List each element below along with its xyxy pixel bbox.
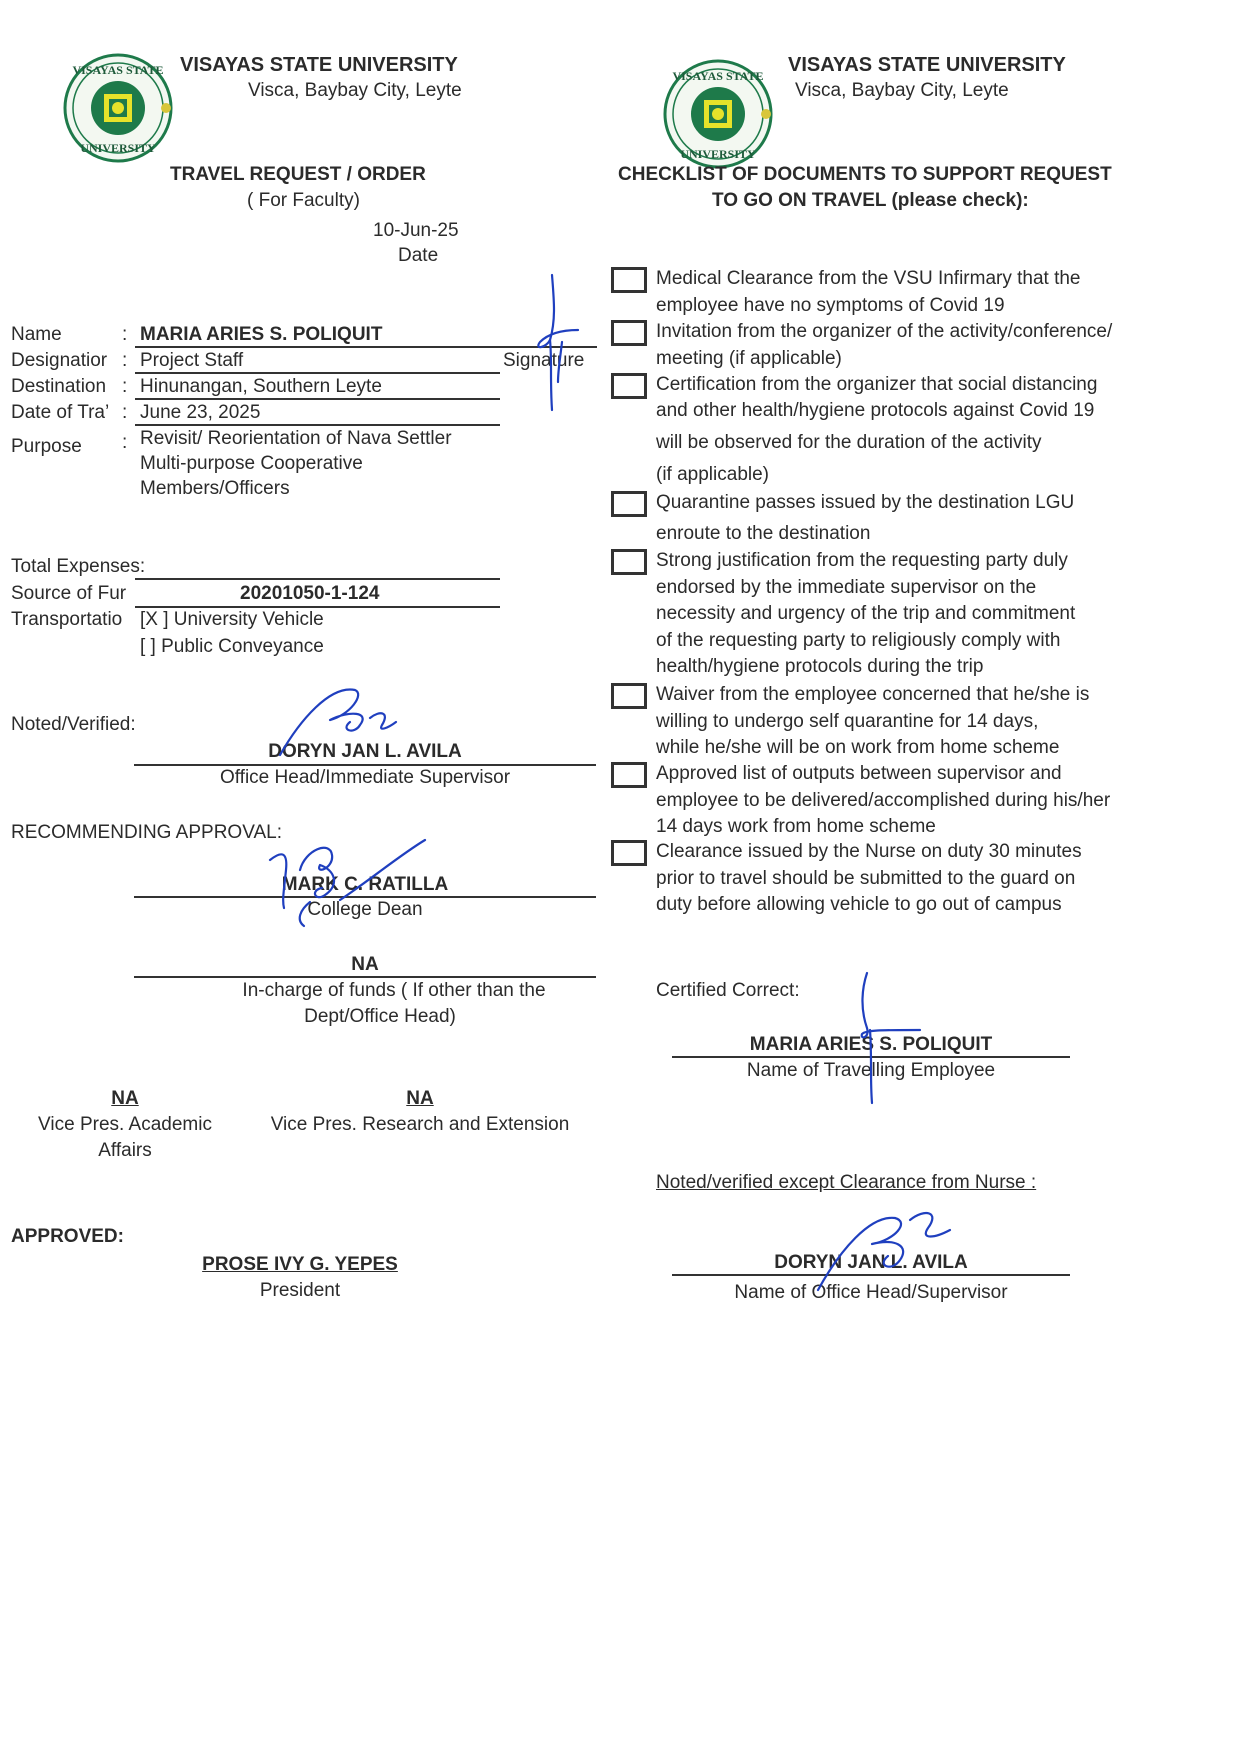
total-expenses-label: Total Expenses:	[11, 556, 146, 577]
noted-verified-line	[134, 764, 596, 766]
checklist-item-label-continued: employee to be delivered/accomplished during his/her	[656, 789, 1111, 811]
vp-academic-role: Vice Pres. Academic	[38, 1114, 212, 1135]
total-expenses-underline	[135, 578, 500, 580]
certified-role: Name of Travelling Employee	[746, 1060, 996, 1081]
checklist-item-label: Strong justification from the requesting party duly	[656, 550, 1068, 571]
destination-value: Hinunangan, Southern Leyte	[140, 376, 382, 397]
checklist-checkbox[interactable]	[611, 491, 647, 517]
date-of-travel-label: Date of Tra’	[11, 402, 110, 423]
checklist-item-label-continued: necessity and urgency of the trip and commitment	[656, 603, 1076, 624]
funds-incharge-line	[134, 976, 596, 978]
checklist-item-label-continued: employee have no symptoms of Covid 19	[656, 294, 1005, 316]
approved-label: APPROVED:	[11, 1226, 124, 1247]
name-underline	[135, 346, 597, 348]
vp-research-role: Vice Pres. Research and Extension	[270, 1114, 570, 1135]
recommending-approval-label: RECOMMENDING APPROVAL:	[11, 822, 282, 843]
checklist-item-label: Medical Clearance from the VSU Infirmary that the	[656, 268, 1081, 289]
checklist-title: CHECKLIST OF DOCUMENTS TO SUPPORT REQUEST	[618, 164, 1112, 185]
checklist-item-label-continued: (if applicable)	[656, 464, 769, 485]
transport-option-university-vehicle[interactable]	[140, 609, 324, 631]
checklist-checkbox[interactable]	[611, 267, 647, 293]
designation-underline	[135, 372, 500, 374]
svg-text:VISAYAS STATE: VISAYAS STATE	[72, 63, 164, 77]
university-address: Visca, Baybay City, Leyte	[248, 80, 462, 101]
colon: :	[122, 324, 128, 345]
checklist-checkbox[interactable]	[611, 373, 647, 399]
source-of-funds-value: 20201050-1-124	[240, 583, 380, 604]
checklist-item-label: Waiver from the employee concerned that he/she is	[656, 684, 1090, 705]
transport-option-label: Public Conveyance	[161, 636, 324, 657]
funds-incharge-name: NA	[351, 954, 379, 975]
checklist-title-2: TO GO ON TRAVEL (please check):	[712, 190, 1029, 211]
request-date: 10-Jun-25	[373, 220, 459, 241]
colon: :	[122, 432, 128, 453]
checklist-item-label: Certification from the organizer that social distancing	[656, 374, 1098, 395]
destination-label: Destination	[11, 376, 107, 397]
university-name: VISAYAS STATE UNIVERSITY	[180, 54, 458, 76]
checklist-checkbox[interactable]	[611, 549, 647, 575]
noted-except-nurse-label: Noted/verified except Clearance from Nurse :	[656, 1172, 1037, 1193]
noted-verified-role: Office Head/Immediate Supervisor	[219, 767, 511, 788]
checklist-item-label-continued: enroute to the destination	[656, 523, 871, 544]
form-subtitle: ( For Faculty)	[247, 190, 360, 211]
noted-except-name: DORYN JAN L. AVILA	[774, 1252, 968, 1273]
purpose-line: Members/Officers	[140, 478, 290, 499]
recommending-line	[134, 896, 596, 898]
transport-option-label: University Vehicle	[173, 609, 324, 630]
checklist-item-label-continued: while he/she will be on work from home scheme	[656, 737, 1060, 758]
colon: :	[122, 402, 128, 423]
source-of-funds-label: Source of Fur	[11, 583, 127, 604]
vp-academic-name: NA	[111, 1088, 139, 1109]
transportation-label: Transportatio	[11, 609, 123, 630]
funds-incharge-role: In-charge of funds ( If other than the	[242, 980, 546, 1001]
president-role: President	[259, 1280, 341, 1301]
designation-label: Designatior	[11, 350, 108, 371]
checklist-item-label-continued: willing to undergo self quarantine for 14 days,	[656, 710, 1039, 732]
president-name: PROSE IVY G. YEPES	[202, 1254, 398, 1275]
source-of-funds-underline	[135, 606, 500, 608]
date-of-travel-value: June 23, 2025	[140, 402, 261, 423]
transport-option-public-conveyance[interactable]	[140, 636, 324, 658]
noted-except-line	[672, 1274, 1070, 1276]
purpose-line: Multi-purpose Cooperative	[140, 453, 363, 474]
recommending-role: College Dean	[307, 899, 423, 920]
checklist-item-label-continued: meeting (if applicable)	[656, 347, 842, 369]
checklist-item-label-continued: duty before allowing vehicle to go out of campus	[656, 894, 1062, 915]
certified-line	[672, 1056, 1070, 1058]
purpose-label: Purpose	[11, 436, 82, 457]
name-value: MARIA ARIES S. POLIQUIT	[140, 324, 383, 345]
date-of-travel-underline	[135, 424, 500, 426]
university-address: Visca, Baybay City, Leyte	[795, 80, 1009, 101]
checklist-item-label: Quarantine passes issued by the destination LGU	[656, 492, 1075, 513]
transport-checkbox-mark: [X ]	[140, 609, 169, 630]
form-title: TRAVEL REQUEST / ORDER	[170, 164, 426, 185]
supervisor-signature	[810, 1200, 970, 1295]
recommending-name: MARK C. RATILLA	[281, 874, 449, 895]
noted-except-role: Name of Office Head/Supervisor	[734, 1282, 1008, 1303]
transport-checkbox-mark: [ ]	[140, 636, 156, 657]
name-label: Name	[11, 324, 62, 345]
university-seal-icon	[662, 58, 774, 170]
vp-academic-role-2: Affairs	[98, 1140, 152, 1161]
noted-verified-label: Noted/Verified:	[11, 714, 136, 735]
checklist-checkbox[interactable]	[611, 683, 647, 709]
checklist-item-label-continued: prior to travel should be submitted to the guard on	[656, 867, 1076, 889]
request-date-label: Date	[398, 245, 439, 266]
checklist-item-label-continued: health/hygiene protocols during the trip	[656, 656, 984, 677]
employee-signature	[520, 270, 590, 420]
checklist-item-label-continued: will be observed for the duration of the activity	[656, 432, 1042, 453]
colon: :	[122, 350, 128, 371]
checklist-item-label-continued: and other health/hygiene protocols against Covid 19	[656, 400, 1095, 421]
noted-verified-name: DORYN JAN L. AVILA	[268, 741, 462, 762]
checklist-item-label-continued: 14 days work from home scheme	[656, 816, 936, 837]
university-name: VISAYAS STATE UNIVERSITY	[788, 54, 1066, 76]
vp-research-name: NA	[406, 1088, 434, 1109]
certified-correct-label: Certified Correct:	[656, 980, 800, 1001]
checklist-item-label: Invitation from the organizer of the activity/conference/	[656, 321, 1113, 342]
checklist-item-label-continued: of the requesting party to religiously comply with	[656, 629, 1061, 651]
checklist-item-label-continued: endorsed by the immediate supervisor on the	[656, 576, 1037, 598]
designation-value: Project Staff	[140, 350, 244, 371]
checklist-checkbox[interactable]	[611, 320, 647, 346]
purpose-line: Revisit/ Reorientation of Nava Settler	[140, 428, 452, 449]
checklist-checkbox[interactable]	[611, 840, 647, 866]
certified-employee-name: MARIA ARIES S. POLIQUIT	[749, 1034, 993, 1055]
svg-text:UNIVERSITY: UNIVERSITY	[680, 147, 756, 161]
funds-incharge-role-2: Dept/Office Head)	[304, 1006, 456, 1027]
checklist-item-label: Clearance issued by the Nurse on duty 30 minutes	[656, 841, 1082, 862]
destination-underline	[135, 398, 500, 400]
checklist-item-label: Approved list of outputs between supervisor and	[656, 763, 1062, 784]
svg-text:UNIVERSITY: UNIVERSITY	[80, 141, 156, 155]
colon: :	[122, 376, 128, 397]
university-seal-icon	[62, 52, 174, 164]
checklist-checkbox[interactable]	[611, 762, 647, 788]
signature-label: Signature	[503, 350, 585, 371]
svg-text:VISAYAS STATE: VISAYAS STATE	[672, 69, 764, 83]
